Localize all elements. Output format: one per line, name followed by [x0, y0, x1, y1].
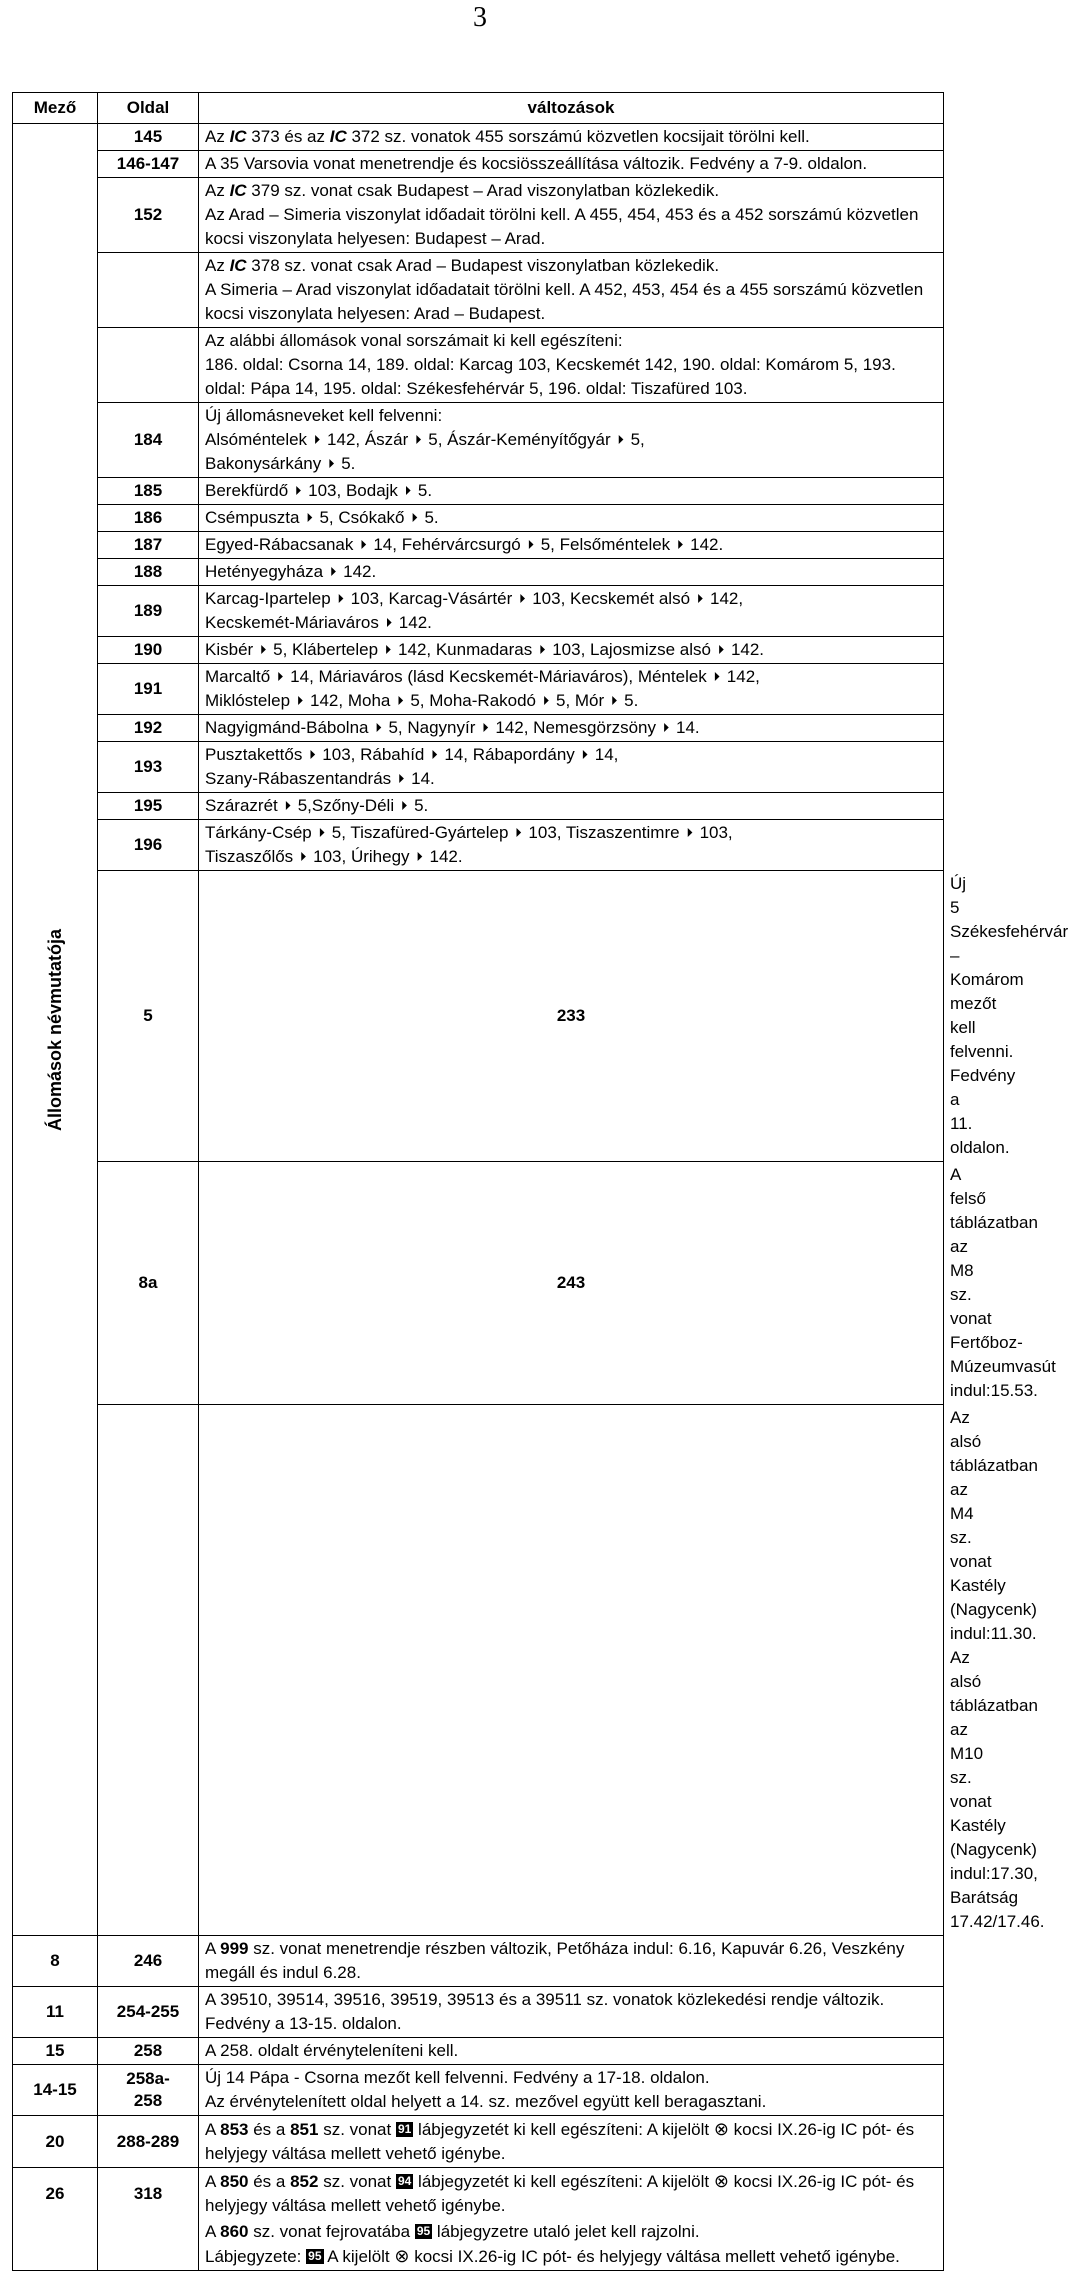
- mezo-cell: [98, 1405, 199, 1936]
- table-row: [13, 532, 944, 559]
- table-header-row: [13, 93, 944, 124]
- table-row: [13, 151, 944, 178]
- change-cell: A 39510, 39514, 39516, 39519, 39513 és a 39511 sz. vonatok közlekedési rendje változik. Fedvény a 13-15. oldalon.: [199, 1987, 944, 2038]
- mezo-cell: 11: [13, 1987, 98, 2038]
- station-icon: ⏵: [415, 432, 422, 447]
- table-row: Az alsó táblázatban az M4 sz. vonat Kastély (Nagycenk) indul:11.30. Az alsó táblázatban az M10 sz. vonat Kastély (Nagycenk) indul:17.30, Barátság 17.42/17.46.: [13, 1405, 944, 1936]
- station-icon: ⏵: [431, 747, 438, 762]
- cross-circle-icon: ⊗: [394, 2246, 410, 2266]
- station-icon: ⏵: [400, 798, 408, 813]
- mezo-cell: 5: [98, 871, 199, 1162]
- table-row: 5 233 Új 5 Székesfehérvár – Komárom mezőt kell felvenni. Fedvény a 11. oldalon.: [13, 871, 944, 1162]
- station-icon: ⏵: [542, 693, 550, 708]
- change-cell: Nagyigmánd-Bábolna ⏵ 5, Nagynyír ⏵ 142, Nemesgörzsöny ⏵ 14.: [199, 715, 944, 742]
- cross-circle-icon: ⊗: [713, 2119, 729, 2139]
- oldal-cell: 189: [98, 586, 199, 637]
- table-row: [13, 1987, 944, 2038]
- station-icon: ⏵: [384, 642, 392, 657]
- oldal-cell: 185: [98, 478, 199, 505]
- ic-logo: IC: [229, 127, 247, 146]
- station-icon: ⏵: [375, 720, 382, 735]
- station-icon: ⏵: [527, 537, 534, 552]
- table-row: [13, 820, 944, 871]
- oldal-cell: 191: [98, 664, 199, 715]
- station-icon: ⏵: [696, 591, 704, 606]
- station-icon: ⏵: [276, 669, 284, 684]
- station-icon: ⏵: [327, 456, 335, 471]
- section-label-cell: [13, 124, 98, 1936]
- station-icon: ⏵: [610, 693, 618, 708]
- station-icon: ⏵: [404, 483, 412, 498]
- header-valtozasok: változások: [199, 93, 944, 124]
- footnote-box: 94: [397, 2174, 412, 2188]
- table-row: [13, 328, 944, 403]
- station-icon: ⏵: [397, 771, 405, 786]
- table-row: [13, 1936, 944, 1987]
- header-mezo: Mező: [13, 93, 98, 124]
- station-icon: ⏵: [294, 483, 302, 498]
- oldal-cell: 193: [98, 742, 199, 793]
- mezo-cell: 26: [13, 2168, 98, 2271]
- station-icon: ⏵: [411, 510, 418, 525]
- change-cell: Marcaltő ⏵ 14, Máriaváros (lásd Kecskemét-Máriaváros), Méntelek ⏵ 142, Miklóstelep ⏵ 142, Moha ⏵ 5, Moha-Rakodó ⏵ 5, Mór ⏵ 5.: [199, 664, 944, 715]
- station-icon: ⏵: [337, 591, 344, 606]
- change-cell: A 850 és a 852 sz. vonat 94 lábjegyzetét ki kell egészíteni: A kijelölt ⊗ kocsi IX.26-ig IC pót- és helyjegy váltása mellett vehető igénybe. A 860 sz. vonat fejrovatába 95 lábjegyzetre utaló jelet kell rajzolni. Lábjegyzete: 95 A kijelölt ⊗ kocsi IX.26-ig IC pót- és helyjegy váltása mellett vehető igénybe.: [199, 2168, 944, 2271]
- table-row: [13, 715, 944, 742]
- change-cell: Szárazrét ⏵ 5,Szőny-Déli ⏵ 5.: [199, 793, 944, 820]
- oldal-cell: 258a-258: [98, 2065, 199, 2116]
- mezo-cell: 8a: [98, 1162, 199, 1405]
- table-row: [13, 793, 944, 820]
- oldal-cell: 233: [199, 871, 944, 1162]
- change-cell: Az IC 379 sz. vonat csak Budapest – Arad viszonylatban közlekedik. Az Arad – Simeria viszonylat időadait törölni kell. A 455, 454, 453 és a 452 sorszámú közvetlen kocsi viszonylata helyesen: Budapest – Arad.: [199, 178, 944, 253]
- station-icon: ⏵: [309, 747, 316, 762]
- oldal-cell: 254-255: [98, 1987, 199, 2038]
- station-icon: ⏵: [617, 432, 624, 447]
- footnote-box: 95: [416, 2224, 431, 2238]
- change-cell: Berekfürdő ⏵ 103, Bodajk ⏵ 5.: [199, 478, 944, 505]
- oldal-cell: 186: [98, 505, 199, 532]
- oldal-cell: 152: [98, 178, 199, 253]
- station-icon: ⏵: [662, 720, 670, 735]
- mezo-cell: 20: [13, 2116, 98, 2168]
- change-cell: Csémpuszta ⏵ 5, Csókakő ⏵ 5.: [199, 505, 944, 532]
- oldal-cell: 146-147: [98, 151, 199, 178]
- station-icon: ⏵: [299, 849, 307, 864]
- table-row: [13, 637, 944, 664]
- station-icon: ⏵: [397, 693, 404, 708]
- change-cell: Karcag-Ipartelep ⏵ 103, Karcag-Vásártér ⏵ 103, Kecskemét alsó ⏵ 142, Kecskemét-Máriaváros ⏵ 142.: [199, 586, 944, 637]
- oldal-cell: 195: [98, 793, 199, 820]
- station-icon: ⏵: [318, 825, 325, 840]
- station-icon: ⏵: [259, 642, 267, 657]
- table-row: [13, 253, 944, 328]
- table-row: [13, 2168, 944, 2271]
- station-icon: ⏵: [518, 591, 526, 606]
- station-icon: ⏵: [713, 669, 721, 684]
- station-icon: ⏵: [538, 642, 546, 657]
- station-icon: ⏵: [717, 642, 725, 657]
- table-row: [13, 124, 944, 151]
- change-cell: Új állomásneveket kell felvenni: Alsóméntelek ⏵ 142, Ászár ⏵ 5, Ászár-Keményítőgyár ⏵ 5, Bakonysárkány ⏵ 5.: [199, 403, 944, 478]
- change-cell: A 853 és a 851 sz. vonat 91 lábjegyzetét ki kell egészíteni: A kijelölt ⊗ kocsi IX.26-ig IC pót- és helyjegy váltása mellett vehető igénybe.: [199, 2116, 944, 2168]
- change-cell: Tárkány-Csép ⏵ 5, Tiszafüred-Gyártelep ⏵ 103, Tiszaszentimre ⏵ 103, Tiszaszőlős ⏵ 103, Úrihegy ⏵ 142.: [199, 820, 944, 871]
- ic-logo: IC: [329, 127, 347, 146]
- change-cell: Az alábbi állomások vonal sorszámait ki kell egészíteni: 186. oldal: Csorna 14, 189. oldal: Karcag 103, Kecskemét 142, 190. oldal: Komárom 5, 193. oldal: Pápa 14, 195. oldal: Székesfehérvár 5, 196. oldal: Tiszafüred 103.: [199, 328, 944, 403]
- oldal-cell: 196: [98, 820, 199, 871]
- station-icon: ⏵: [306, 510, 313, 525]
- change-cell: Egyed-Rábacsanak ⏵ 14, Fehérvárcsurgó ⏵ 5, Felsőméntelek ⏵ 142.: [199, 532, 944, 559]
- table-row: [13, 586, 944, 637]
- station-icon: ⏵: [686, 825, 693, 840]
- table-row: [13, 664, 944, 715]
- table-row: [13, 505, 944, 532]
- table-row: [13, 403, 944, 478]
- change-cell: A 258. oldalt érvényteleníteni kell.: [199, 2038, 944, 2065]
- mezo-cell: 8: [13, 1936, 98, 1987]
- station-icon: ⏵: [515, 825, 522, 840]
- table-row: [13, 478, 944, 505]
- change-cell: A 999 sz. vonat menetrendje részben változik, Petőháza indul: 6.16, Kapuvár 6.26, Veszkény megáll és indul 6.28.: [199, 1936, 944, 1987]
- footnote-box: 95: [308, 2249, 322, 2263]
- station-icon: ⏵: [676, 537, 684, 552]
- change-cell: Hetényegyháza ⏵ 142.: [199, 559, 944, 586]
- oldal-cell: 243: [199, 1162, 944, 1405]
- header-oldal: Oldal: [98, 93, 199, 124]
- oldal-cell: 258: [98, 2038, 199, 2065]
- table-row: [13, 559, 944, 586]
- table-row: [13, 742, 944, 793]
- station-icon: ⏵: [360, 537, 367, 552]
- oldal-cell: 190: [98, 637, 199, 664]
- station-icon: ⏵: [329, 564, 337, 579]
- oldal-cell: 187: [98, 532, 199, 559]
- oldal-cell: 145: [98, 124, 199, 151]
- station-icon: ⏵: [482, 720, 489, 735]
- table-row: 8a 243 A felső táblázatban az M8 sz. vonat Fertőboz-Múzeumvasút indul:15.53.: [13, 1162, 944, 1405]
- changes-table: [12, 92, 1068, 2271]
- section-label: Állomások névmutatója: [45, 928, 65, 1131]
- table-row: [13, 2038, 944, 2065]
- oldal-cell: 184: [98, 403, 199, 478]
- cross-circle-icon: ⊗: [713, 2171, 729, 2191]
- ic-logo: IC: [229, 181, 247, 200]
- table-row: [13, 2065, 944, 2116]
- oldal-cell: 288-289: [98, 2116, 199, 2168]
- change-cell: A 35 Varsovia vonat menetrendje és kocsiösszeállítása változik. Fedvény a 7-9. oldalon.: [199, 151, 944, 178]
- change-cell: Pusztakettős ⏵ 103, Rábahíd ⏵ 14, Rábapordány ⏵ 14, Szany-Rábaszentandrás ⏵ 14.: [199, 742, 944, 793]
- station-icon: ⏵: [313, 432, 321, 447]
- table-row: [13, 2116, 944, 2168]
- station-icon: ⏵: [416, 849, 423, 864]
- table-row: [13, 178, 944, 253]
- change-cell: Új 14 Pápa - Csorna mezőt kell felvenni. Fedvény a 17-18. oldalon. Az érvénytelenített oldal helyett a 14. sz. mezővel együtt kell beragasztani.: [199, 2065, 944, 2116]
- oldal-cell: [199, 1405, 944, 1936]
- change-cell: Az IC 378 sz. vonat csak Arad – Budapest viszonylatban közlekedik. A Simeria – Arad viszonylat időadatait törölni kell. A 452, 453, 454 és a 455 sorszámú közvetlen kocsi viszonylata helyesen: Arad – Budapest.: [199, 253, 944, 328]
- station-icon: ⏵: [581, 747, 589, 762]
- mezo-cell: 15: [13, 2038, 98, 2065]
- mezo-cell: 14-15: [13, 2065, 98, 2116]
- change-cell: Kisbér ⏵ 5, Klábertelep ⏵ 142, Kunmadaras ⏵ 103, Lajosmizse alsó ⏵ 142.: [199, 637, 944, 664]
- change-cell: Az IC 373 és az IC 372 sz. vonatok 455 sorszámú közvetlen kocsijait törölni kell.: [199, 124, 944, 151]
- station-icon: ⏵: [284, 798, 291, 813]
- oldal-cell: 188: [98, 559, 199, 586]
- station-icon: ⏵: [385, 615, 393, 630]
- oldal-cell: 318: [98, 2168, 199, 2271]
- footnote-box: 91: [397, 2122, 412, 2136]
- ic-logo: IC: [229, 256, 247, 275]
- oldal-cell: 246: [98, 1936, 199, 1987]
- station-icon: ⏵: [296, 693, 304, 708]
- oldal-cell: [98, 328, 199, 403]
- oldal-cell: [98, 253, 199, 328]
- page-number: 3: [473, 2, 487, 33]
- oldal-cell: 192: [98, 715, 199, 742]
